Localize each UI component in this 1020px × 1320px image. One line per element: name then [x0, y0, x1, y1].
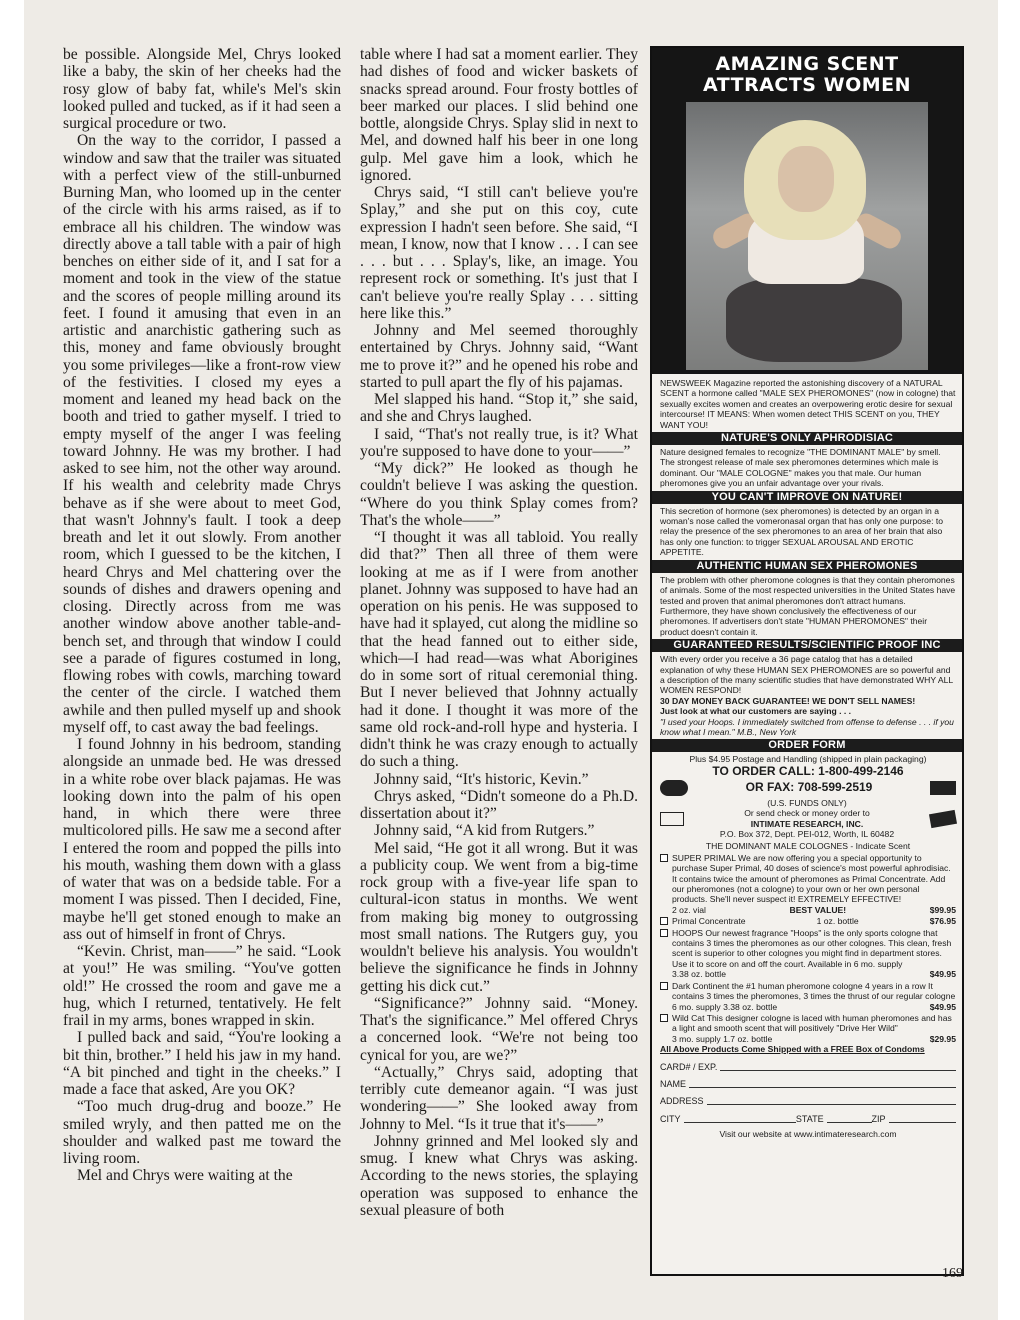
field-line[interactable]	[707, 1096, 956, 1105]
field-label: NAME	[660, 1078, 687, 1089]
ad-colognes-title: THE DOMINANT MALE COLOGNES - Indicate Scent	[705, 841, 911, 852]
ad-send-check: Or send check or money order to	[744, 808, 870, 819]
discover-logo-icon	[660, 812, 684, 826]
advertisement	[650, 46, 964, 1276]
field-label: ZIP	[871, 1113, 886, 1124]
field-label: STATE	[795, 1113, 824, 1124]
ad-customers-line: Just look at what our customers are saying . . .	[660, 706, 852, 717]
product-dark-continent	[660, 981, 956, 1012]
product-note: BEST VALUE!	[789, 904, 847, 915]
ad-guarantee: 30 DAY MONEY BACK GUARANTEE! WE DON'T SELL NAMES!	[660, 695, 916, 706]
article-paragraph: I said, “That's not really true, is it? What you're supposed to have done to your——”	[360, 425, 638, 460]
article-paragraph: Johnny said, “It's historic, Kevin.”	[374, 770, 589, 788]
ad-header	[652, 48, 962, 374]
product-description: Dark Continent the #1 human pheromone cologne 4 years in a row It contains 3 times the pheromones, 3 times the thrust of our regular cologne	[672, 980, 956, 1002]
ad-order-form-bar: ORDER FORM	[652, 739, 962, 752]
ad-address: P.O. Box 372, Dept. PEI-012, Worth, IL 60482	[719, 829, 895, 839]
ad-phone-order: TO ORDER CALL: 1-800-499-2146	[712, 763, 904, 778]
photo-shape	[778, 146, 834, 212]
ad-mail-row	[660, 798, 956, 840]
checkbox-icon[interactable]	[660, 982, 668, 990]
magazine-page	[24, 0, 998, 1320]
article-paragraph: I found Johnny in his bedroom, standing alongside an unmade bed. He was dressed in a white robe over black pajamas. He was looking down into the palm of his open hand, in which there were three multicolored pills. He saw me a second after I entered the room and popped the pills into his mouth, washing them down with a glass of water that was on a bedside table. For a moment I was pissed. Then I decided, Fine, maybe he'll get stoned enough to make an ass out of himself in front of Chrys.	[63, 736, 341, 943]
product-primal-concentrate	[660, 916, 956, 926]
field-line[interactable]	[689, 1079, 956, 1088]
ad-website: Visit our website at www.intimateresearch.com	[719, 1129, 897, 1140]
ad-headline-line-1: AMAZING SCENT	[715, 53, 899, 75]
product-price-row	[672, 1002, 956, 1012]
checkbox-icon[interactable]	[660, 917, 668, 925]
field-line[interactable]	[684, 1114, 796, 1123]
article-paragraph: Johnny said, “A kid from Rutgers.”	[374, 822, 595, 840]
article-paragraph: “Actually,” Chrys said, adopting that terribly cute demeanor again. “I was just wondering——” She looked away from Johnny to Mel. “Is it true that it's——”	[360, 1063, 638, 1133]
checkbox-icon[interactable]	[660, 1014, 668, 1022]
article-paragraph: I pulled back and said, “You're looking a bit thin, brother.” I held his jaw in my hand. “A bit pinched and tight in the cheeks.” I made a face that asked, Are you OK?	[63, 1029, 341, 1098]
product-size: 1 oz. bottle	[816, 916, 859, 927]
field-label: ADDRESS	[660, 1096, 704, 1107]
article-paragraph: Mel and Chrys were waiting at the	[77, 1167, 293, 1185]
checkbox-icon[interactable]	[660, 929, 668, 937]
article-paragraph: On the way to the corridor, I passed a window and saw that the trailer was situated with a perfect view of the still-unburned Burning Man, who loomed up in the center of the circle with his arms raised, as if to embrace all his children. The window was directly above a tall table with a pair of high benches on either side of it, and I sat for a moment and took in the view of the statue and the scores of people milling around its feet. I found it amusing that even in an artistic and anarchistic gathering such as this, money and fame obviously brought you some privileges—like a front-row view of the festivities. I closed my eyes a moment and leaned my head back on the booth and tried to gather myself. I tried to empty myself of the anger I was feeling toward Johnny. He was my brother. I had asked to see him, not the other way around. If his wealth and celebrity made Chrys behave as if she were about to meet God, that wasn't Johnny's fault. I took a deep breath and let it out slowly. From another room, which I guessed to be the kitchen, I heard Chrys and Mel chattering over the sounds of dishes and drawers opening and closing. Directly across from me was another window above another table-and-bench set, and through that window I could see a parade of figures costumed in long, flowing robes with cowls, marching toward the center of the circle. I watched them awhile and then pulled myself up and shook myself off, to cast away the bad feelings.	[63, 132, 341, 736]
ad-company: INTIMATE RESEARCH, INC.	[750, 818, 864, 829]
checkbox-icon[interactable]	[660, 854, 668, 862]
product-price: $49.95	[929, 969, 956, 980]
article-paragraph: “Too much drug-drug and booze.” He smiled wryly, and then patted me on the shoulder and walked past me toward the living room.	[63, 1098, 341, 1167]
form-field-name[interactable]	[660, 1079, 956, 1089]
form-field-address[interactable]	[660, 1096, 956, 1106]
product-description: HOOPS Our newest fragrance "Hoops" is the only sports cologne that contains 3 times the pheromones as our other colognes. This clean, fresh scent is superior to other colognes you might find in department stores. Use it to score on and off the court. Available in 6 mo. supply	[672, 927, 952, 969]
article-paragraph: Johnny grinned and Mel looked sly and smug. I knew what Chrys was asking. According to the news stories, the splaying operation was supposed to enhance the sexual pleasure of both	[360, 1132, 638, 1219]
product-description: SUPER PRIMAL We are now offering you a special opportunity to purchase Super Primal, 40 doses of science's most powerful aphrodisiac. It contains twice the amount of pheromones as Primal Concentrate. Add our pheromones (not a cologne) to your own or her own personal products. She'll never suspect it! EXTREMELY EFFECTIVE!	[672, 852, 951, 905]
product-size: 6 mo. supply 3.38 oz. bottle	[672, 1001, 778, 1012]
ad-section-bar: GUARANTEED RESULTS/SCIENTIFIC PROOF INC	[652, 639, 962, 652]
visa-logo-icon	[930, 781, 956, 795]
field-line[interactable]	[827, 1114, 872, 1123]
ad-fax-order: OR FAX: 708-599-2519	[745, 780, 873, 795]
ad-section-text: With every order you receive a 36 page catalog that has a detailed explanation of why these HUMAN SEX PHEROMONES are so powerful and a description of the many scientific studies that have demonstrated WHY ALL WOMEN RESPOND!	[660, 654, 953, 696]
field-line[interactable]	[720, 1062, 956, 1071]
field-line[interactable]	[889, 1114, 956, 1123]
product-hoops	[660, 928, 956, 980]
product-price: $29.95	[929, 1033, 956, 1044]
field-label: CARD# / EXP.	[660, 1061, 718, 1072]
product-description: Wild Cat This designer cologne is laced with human pheromones and has a light and smooth scent that will positively "Drive Her Wild"	[672, 1012, 952, 1034]
product-wild-cat	[660, 1013, 956, 1044]
product-description: Primal Concentrate	[672, 916, 746, 927]
mastercard-logo-icon	[660, 780, 688, 796]
article-paragraph: “I thought it was all tabloid. You really did that?” Then all three of them were looking at me as if I were from another planet. Johnny was supposed to have had an operation on his penis. He was supposed to have had it splayed, cut along the midline so that the head fanned out to either side, which—I had read—was what Aborigines do in some sort of ritual ceremonial thing. But I never believed that Johnny actually had it done. I thought it was more of the same old rock-and-roll hype and hysteria. I didn't think he was crazy enough to actually do such a thing.	[360, 529, 638, 771]
ad-body	[652, 374, 962, 1140]
product-price-row	[672, 969, 956, 979]
ad-headline-line-2: ATTRACTS WOMEN	[702, 74, 912, 96]
ad-section-text: This secretion of hormone (sex pheromones) is detected by an organ in a woman's nose called the vomeronasal organ that has only one purpose: to relay the presence of the sex pheromones to an area of her brain that also has only one function: to trigger SEXUAL AROUSAL AND EROTIC APPETITE.	[660, 505, 944, 558]
article-paragraph: table where I had sat a moment earlier. They had dishes of food and wicker baskets of snacks spread around. Four frosty bottles of beer marked our places. I slid behind one bottle, alongside Chrys. Splay slid in next to Mel, and downed half his beer in one long gulp. Mel gave him a look, which he ignored.	[360, 46, 638, 184]
article-paragraph: be possible. Alongside Mel, Chrys looked like a baby, the skin of her cheeks had the rosy glow of baby fat, while's Mel's skin looked pulled and tucked, as if it had seen a surgical procedure or two.	[63, 46, 341, 132]
product-price: $99.95	[929, 904, 956, 915]
article-paragraph: Chrys asked, “Didn't someone do a Ph.D. dissertation about it?”	[360, 787, 638, 822]
ad-payment-row	[660, 780, 956, 796]
article-paragraph: “My dick?” He looked as though he couldn't believe I was asking the question. “Where do you think Splay comes from? That's the whole——”	[360, 460, 638, 529]
product-price-row	[672, 905, 956, 915]
product-size: 2 oz. vial	[672, 904, 706, 915]
article-column-middle	[360, 46, 638, 1219]
ad-section-text: The problem with other pheromone colognes is that they contain pheromones of animals. Some of the most respected universities in the United States have tested and proven that animal pheromones don't attract humans. Furthermore, they have shown conclusively the effectiveness of our pheromones. If advertisers don't state "HUMAN PHEROMONES" their product doesn't contain it.	[660, 574, 956, 637]
ad-shipping-note: Plus $4.95 Postage and Handling (shipped in plain packaging)	[689, 754, 927, 765]
article-paragraph: Mel slapped his hand. “Stop it,” she said, and she and Chrys laughed.	[360, 391, 638, 426]
article-paragraph: Mel said, “He got it all wrong. But it was a publicity coup. We went from a big-time rock group with a five-year life span to cultural-icon status in months. We went from making big money to outgrossing most small nations. The Rutgers guy, you wouldn't believe his analysis. You wouldn't believe the significance he finds in Johnny getting his dick cut.”	[360, 839, 638, 995]
ad-free-gift: All Above Products Come Shipped with a FREE Box of Condoms	[660, 1044, 925, 1055]
product-price-row	[672, 1034, 956, 1044]
ad-intro: NEWSWEEK Magazine reported the astonishing discovery of a NATURAL SCENT a hormone called "MALE SEX PHEROMONES" (now in cologne) that sexually excites women and creates an overpowering erotic desire for sexual intercourse! IT MEANS: When women detect THIS SCENT on you, THEY WANT YOU!	[660, 378, 956, 430]
field-label: CITY	[660, 1113, 681, 1124]
product-size: 3.38 oz. bottle	[672, 969, 726, 980]
article-column-left	[63, 46, 341, 1185]
ad-section-bar: YOU CAN'T IMPROVE ON NATURE!	[652, 491, 962, 504]
ad-section-bar: AUTHENTIC HUMAN SEX PHEROMONES	[652, 560, 962, 573]
ad-funds-note: (U.S. FUNDS ONLY)	[767, 797, 847, 808]
article-paragraph: Johnny and Mel seemed thoroughly entertained by Chrys. Johnny said, “Want me to prove it?” and he opened his robe and started to pull apart the fly of his pajamas.	[360, 322, 638, 391]
product-super-primal	[660, 853, 956, 915]
product-price: $76.95	[929, 916, 956, 927]
ad-photo	[686, 102, 928, 370]
form-field-city-state-zip[interactable]	[660, 1114, 956, 1124]
article-paragraph: “Significance?” Johnny said. “Money. That's the significance.” Mel offered Chrys a concerned look. “We're not being too cynical for you, are we?”	[360, 994, 638, 1064]
ad-mail-info	[692, 798, 922, 840]
article-paragraph: Chrys said, “I still can't believe you're Splay,” and she put on this coy, cute expression I hadn't seen before. She said, “I mean, I know, now that I know . . . I can see . . . but . . . Splay's, like, an image. You represent rock or something. It's just that I can't believe you're really Splay . . . sitting here like this.”	[360, 184, 638, 322]
photo-shape	[726, 278, 902, 362]
ad-section-text: Nature designed females to recognize "THE DOMINANT MALE" by smell. The strongest release of male sex pheromones determines which male is dominant. Our "MALE COLOGNE" makes you that male. Our human pheromones give you an unfair advantage over your rivals.	[660, 447, 941, 489]
product-price: $49.95	[929, 1001, 956, 1012]
amex-logo-icon	[929, 809, 957, 827]
ad-testimonial: "I used your Hoops. I immediately switched from offense to defense . . . if you know what I mean." M.B., New York	[660, 716, 954, 737]
form-field-card[interactable]	[660, 1062, 956, 1072]
product-size: 3 mo. supply 1.7 oz. bottle	[672, 1033, 773, 1044]
product-price-row	[672, 916, 956, 926]
article-paragraph: “Kevin. Christ, man——” he said. “Look at you!” He was smiling. “You've gotten old!” He crossed the room and gave me a hug, which I returned, tentatively. He felt frail in my arms, bones wrapped in skin.	[63, 943, 341, 1029]
ad-section-bar: NATURE'S ONLY APHRODISIAC	[652, 432, 962, 445]
page-number: 169	[942, 1266, 963, 1281]
